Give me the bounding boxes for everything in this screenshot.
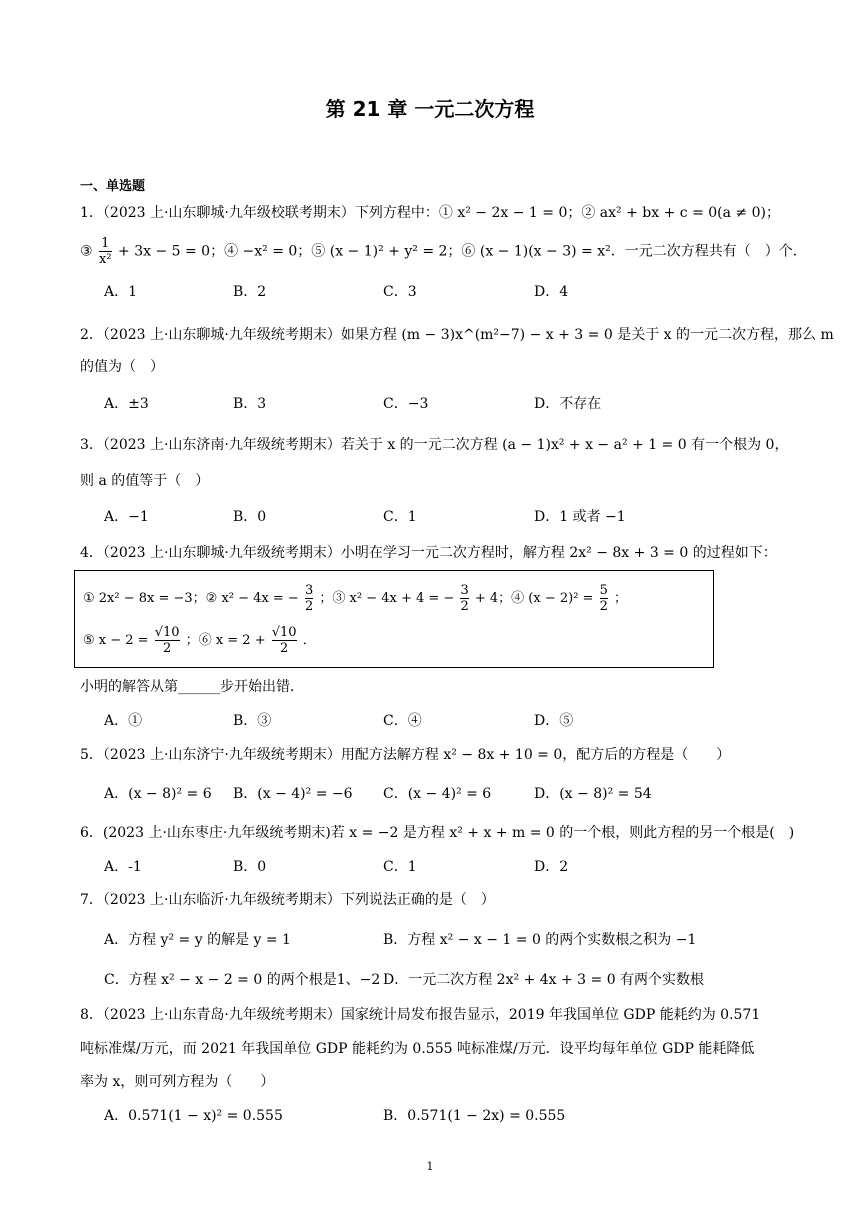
q4-after-box: 小明的解答从第______步开始出错． bbox=[80, 679, 304, 695]
solution-step-3: ；③ x² − 4x + 4 = − bbox=[319, 591, 455, 606]
section-heading: 一、单选题 bbox=[80, 179, 146, 194]
box-fraction-4 bbox=[155, 625, 180, 656]
solution-row-1 bbox=[83, 583, 627, 614]
q1-frac-num: 1 bbox=[101, 236, 110, 251]
solution-box bbox=[74, 570, 714, 668]
box-f5-den: 2 bbox=[272, 640, 297, 656]
q5-option-a[interactable]: A．(x − 8)² = 6 bbox=[104, 786, 212, 802]
q5-line1: 5．（2023 上·山东济宁·九年级统考期末）用配方法解方程 x² − 8x + 10 = 0，配方后的方程是（ ） bbox=[80, 747, 731, 763]
box-f2-num: 3 bbox=[460, 583, 469, 598]
q1-frac-den: x² bbox=[99, 252, 112, 267]
page-number: 1 bbox=[426, 1160, 434, 1173]
q6-option-d[interactable]: D．2 bbox=[534, 859, 569, 875]
box-fraction-2 bbox=[460, 583, 468, 614]
box-f3-num: 5 bbox=[599, 583, 608, 598]
q8-line2: 吨标准煤/万元，而 2021 年我国单位 GDP 能耗约为 0.555 吨标准煤/万元．设平均每年单位 GDP 能耗降低 bbox=[80, 1041, 755, 1057]
q6-option-b[interactable]: B．0 bbox=[233, 859, 267, 875]
box-f3-den: 2 bbox=[599, 599, 608, 614]
solution-step-6: ；⑥ x = 2 + bbox=[185, 633, 266, 648]
solution-step-1-2: ① 2x² − 8x = −3；② x² − 4x = − bbox=[83, 591, 299, 606]
q6-option-a[interactable]: A．-1 bbox=[104, 859, 142, 875]
q3-option-b[interactable]: B．0 bbox=[233, 509, 267, 525]
q6-option-c[interactable]: C．1 bbox=[383, 859, 417, 875]
q2-line2: 的值为（ ） bbox=[80, 359, 164, 375]
q7-option-a[interactable]: A．方程 y² = y 的解是 y = 1 bbox=[104, 932, 291, 948]
box-f1-num: 3 bbox=[304, 583, 314, 598]
q1-option-c[interactable]: C．3 bbox=[383, 284, 417, 300]
q1-line1: 1．（2023 上·山东聊城·九年级校联考期末）下列方程中：① x² − 2x − 1 = 0；② ax² + bx + c = 0(a ≠ 0)； bbox=[80, 205, 780, 221]
box-f4-num: √10 bbox=[154, 625, 180, 640]
q2-option-a[interactable]: A．±3 bbox=[104, 396, 149, 412]
box-f1-den: 2 bbox=[304, 599, 314, 614]
box-fraction-3 bbox=[600, 583, 608, 614]
q4-option-a[interactable]: A．① bbox=[104, 713, 143, 729]
q3-option-a[interactable]: A．−1 bbox=[104, 509, 149, 525]
box-f2-den: 2 bbox=[460, 599, 469, 614]
q8-option-a[interactable]: A．0.571(1 − x)² = 0.555 bbox=[104, 1108, 283, 1124]
q6-line1: 6．(2023 上·山东枣庄·九年级统考期末)若 x = −2 是方程 x² + x + m = 0 的一个根，则此方程的另一个根是( ) bbox=[80, 825, 795, 841]
q7-option-c[interactable]: C．方程 x² − x − 2 = 0 的两个根是1、−2 bbox=[104, 972, 381, 988]
q7-option-b[interactable]: B．方程 x² − x − 1 = 0 的两个实数根之积为 −1 bbox=[383, 932, 697, 948]
box-f4-den: 2 bbox=[155, 640, 180, 656]
box-fraction-1 bbox=[305, 583, 313, 614]
q3-option-d[interactable]: D．1 或者 −1 bbox=[534, 509, 626, 525]
q5-option-c[interactable]: C．(x − 4)² = 6 bbox=[383, 786, 492, 802]
q7-option-d[interactable]: D．一元二次方程 2x² + 4x + 3 = 0 有两个实数根 bbox=[383, 972, 705, 988]
q1-option-a[interactable]: A．1 bbox=[104, 284, 138, 300]
q4-option-b[interactable]: B．③ bbox=[233, 713, 272, 729]
q4-line1: 4．（2023 上·山东聊城·九年级统考期末）小明在学习一元二次方程时，解方程 2x² − 8x + 3 = 0 的过程如下： bbox=[80, 545, 777, 561]
q3-line2: 则 a 的值等于（ ） bbox=[80, 473, 210, 489]
q2-option-b[interactable]: B．3 bbox=[233, 396, 267, 412]
q1-line2 bbox=[80, 236, 807, 267]
solution-step-6-end: ． bbox=[302, 633, 316, 648]
q1-option-d[interactable]: D．4 bbox=[534, 284, 569, 300]
box-fraction-5 bbox=[272, 625, 297, 656]
q2-option-d[interactable]: D．不存在 bbox=[534, 396, 602, 412]
q8-option-b[interactable]: B．0.571(1 − 2x) = 0.555 bbox=[383, 1108, 566, 1124]
q2-option-c[interactable]: C．−3 bbox=[383, 396, 429, 412]
q1-option-b[interactable]: B．2 bbox=[233, 284, 267, 300]
q2-line1: 2．（2023 上·山东聊城·九年级统考期末）如果方程 (m − 3)x^(m²−7) − x + 3 = 0 是关于 x 的一元二次方程，那么 m bbox=[80, 327, 834, 343]
solution-row-2 bbox=[83, 625, 316, 656]
q5-option-b[interactable]: B．(x − 4)² = −6 bbox=[233, 786, 353, 802]
solution-step-4: + 4；④ (x − 2)² = bbox=[474, 591, 594, 606]
q1-line2-rest: + 3x − 5 = 0；④ −x² = 0；⑤ (x − 1)² + y² = 2；⑥ (x − 1)(x − 3) = x²．一元二次方程共有（ ）个． bbox=[118, 243, 807, 260]
q7-line1: 7．（2023 上·山东临沂·九年级统考期末）下列说法正确的是（ ） bbox=[80, 892, 495, 908]
q3-option-c[interactable]: C．1 bbox=[383, 509, 417, 525]
q3-line1: 3．（2023 上·山东济南·九年级统考期末）若关于 x 的一元二次方程 (a − 1)x² + x − a² + 1 = 0 有一个根为 0， bbox=[80, 437, 789, 453]
q4-option-d[interactable]: D．⑤ bbox=[534, 713, 574, 729]
solution-step-5: ⑤ x − 2 = bbox=[83, 633, 149, 648]
q8-line1: 8．（2023 上·山东青岛·九年级统考期末）国家统计局发布报告显示，2019 年我国单位 GDP 能耗约为 0.571 bbox=[80, 1007, 761, 1023]
solution-step-4-end: ； bbox=[614, 591, 628, 606]
q4-option-c[interactable]: C．④ bbox=[383, 713, 422, 729]
page-title: 第 21 章 一元二次方程 bbox=[325, 97, 535, 121]
box-f5-num: √10 bbox=[271, 625, 297, 640]
q1-fraction bbox=[99, 236, 112, 267]
q5-option-d[interactable]: D．(x − 8)² = 54 bbox=[534, 786, 652, 802]
q8-line3: 率为 x，则可列方程为（ ） bbox=[80, 1074, 275, 1090]
q1-circled-3: ③ bbox=[80, 243, 93, 260]
